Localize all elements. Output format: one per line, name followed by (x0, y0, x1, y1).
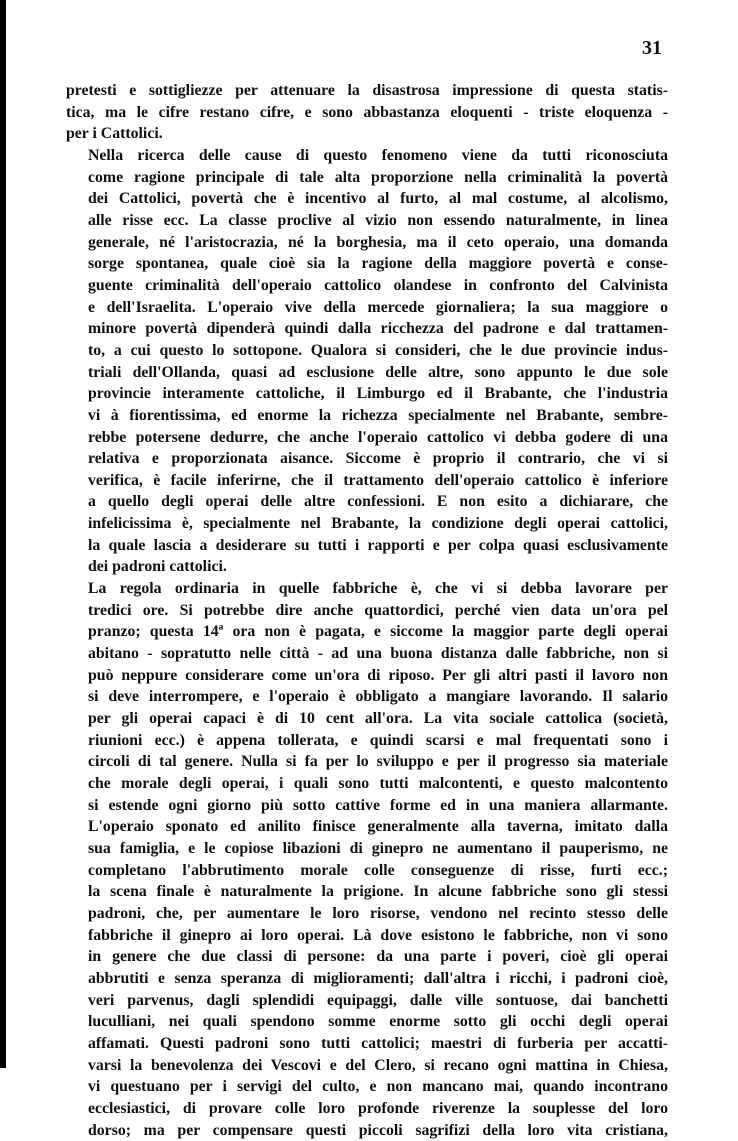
text-line: la quale lascia a desiderare su tutti i rapporti e per colpa quasi esclusivamente (66, 535, 668, 557)
text-line: sorge spontanea, quale cioè sia la ragione della maggiore povertà e conse- (66, 253, 668, 275)
text-line: per i Cattolici. (66, 123, 668, 145)
text-line: La regola ordinaria in quelle fabbriche è, che vi si debba lavorare per (66, 578, 668, 600)
text-line: triali dell'Ollanda, quasi ad esclusione delle altre, sono appunto le due sole (66, 362, 668, 384)
text-line: pranzo; questa 14ª ora non è pagata, e siccome la maggior parte degli operai (66, 621, 668, 643)
text-line: per gli operai capaci è di 10 cent all'ora. La vita sociale cattolica (società, (66, 708, 668, 730)
text-line: dei Cattolici, povertà che è incentivo al furto, al mal costume, al alcolismo, (66, 188, 668, 210)
text-line: ecclesiastici, di provare colle loro profonde riverenze la souplesse del loro (66, 1098, 668, 1120)
paragraph-2 (66, 145, 668, 578)
text-line: Nella ricerca delle cause di questo fenomeno viene da tutti riconosciuta (66, 145, 668, 167)
text-line: che morale degli operai, i quali sono tutti malcontenti, e questo malcontento (66, 773, 668, 795)
text-line: generale, né l'aristocrazia, né la borghesia, ma il ceto operaio, una domanda (66, 232, 668, 254)
text-line: vi à fiorentissima, ed enorme la richezza specialmente nel Brabante, sembre- (66, 405, 668, 427)
text-line: pretesti e sottigliezze per attenuare la disastrosa impressione di questa statis- (66, 80, 668, 102)
body-text (66, 80, 668, 1141)
text-line: padroni, che, per aumentare le loro risorse, vendono nel recinto stesso delle (66, 903, 668, 925)
text-line: abitano - sopratutto nelle città - ad una buona distanza dalle fabbriche, non si (66, 643, 668, 665)
text-line: a quello degli operai delle altre confessioni. E non esito a dichiarare, che (66, 491, 668, 513)
text-line: infelicissima è, specialmente nel Brabante, la condizione degli operai cattolici, (66, 513, 668, 535)
page-number: 31 (642, 37, 662, 60)
text-line: veri parvenus, dagli splendidi equipaggi, dalle ville sontuose, dai banchetti (66, 990, 668, 1012)
text-line: guente criminalità dell'operaio cattolico olandese in confronto del Calvinista (66, 275, 668, 297)
text-line: come ragione principale di tale alta proporzione nella criminalità la povertà (66, 167, 668, 189)
text-line: alle risse ecc. La classe proclive al vizio non essendo naturalmente, in linea (66, 210, 668, 232)
text-line: dorso; ma per compensare questi piccoli sagrifizi della loro vita cristiana, (66, 1120, 668, 1141)
text-line: tica, ma le cifre restano cifre, e sono abbastanza eloquenti - triste eloquenza - (66, 102, 668, 124)
text-line: può neppure considerare come un'ora di riposo. Per gli altri pasti il lavoro non (66, 665, 668, 687)
paragraph-3 (66, 578, 668, 1141)
text-line: e dell'Israelita. L'operaio vive della mercede giornaliera; la sua maggiore o (66, 297, 668, 319)
text-line: to, a cui questo lo sottopone. Qualora si consideri, che le due provincie indus- (66, 340, 668, 362)
text-line: L'operaio sponato ed anilito finisce generalmente alla taverna, imitato dalla (66, 816, 668, 838)
text-line: verifica, è facile inferirne, che il trattamento dell'operaio cattolico è inferiore (66, 470, 668, 492)
text-line: in genere che due classi di persone: da una parte i poveri, cioè gli operai (66, 946, 668, 968)
text-line: relativa e proporzionata aisance. Siccome è proprio il contrario, che vi si (66, 448, 668, 470)
text-line: rebbe potersene dedurre, che anche l'operaio cattolico vi debba godere di una (66, 427, 668, 449)
text-line: completano l'abbrutimento morale colle conseguenze di risse, furti ecc.; (66, 860, 668, 882)
text-line: varsi la benevolenza dei Vescovi e del Clero, si recano ogni mattina in Chiesa, (66, 1055, 668, 1077)
text-line: sua famiglia, e le copiose libazioni di ginepro ne aumentano il pauperismo, ne (66, 838, 668, 860)
text-line: fabbriche il ginepro ai loro operai. Là dove esistono le fabbriche, non vi sono (66, 925, 668, 947)
text-line: abbrutiti e senza speranza di miglioramenti; dall'altra i ricchi, i padroni cioè, (66, 968, 668, 990)
text-line: luculliani, nei quali spendono somme enorme sotto gli occhi degli operai (66, 1011, 668, 1033)
text-line: tredici ore. Si potrebbe dire anche quattordici, perché vien data un'ora pel (66, 600, 668, 622)
text-line: si estende ogni giorno più sotto cattive forme ed in una maniera allarmante. (66, 795, 668, 817)
text-line: circoli di tal genere. Nulla si fa per lo sviluppo e per il progresso sia materiale (66, 751, 668, 773)
text-line: vi questuano per i servigi del culto, e non mancano mai, quando incontrano (66, 1076, 668, 1098)
text-line: dei padroni cattolici. (66, 556, 668, 578)
text-line: riunioni ecc.) è appena tollerata, e quindi scarsi e mal frequentati sono i (66, 730, 668, 752)
text-line: provincie interamente cattoliche, il Limburgo ed il Brabante, che l'industria (66, 383, 668, 405)
text-line: minore povertà dipenderà quindi dalla ricchezza del padrone e dal trattamen- (66, 318, 668, 340)
text-line: si deve interrompere, e l'operaio è obbligato a mangiare lavorando. Il salario (66, 686, 668, 708)
text-line: affamati. Questi padroni sono tutti cattolici; maestri di furberia per accatti- (66, 1033, 668, 1055)
text-line: la scena finale è naturalmente la prigione. In alcune fabbriche sono gli stessi (66, 881, 668, 903)
paragraph-1 (66, 80, 668, 145)
page-spine-edge (0, 0, 6, 1068)
